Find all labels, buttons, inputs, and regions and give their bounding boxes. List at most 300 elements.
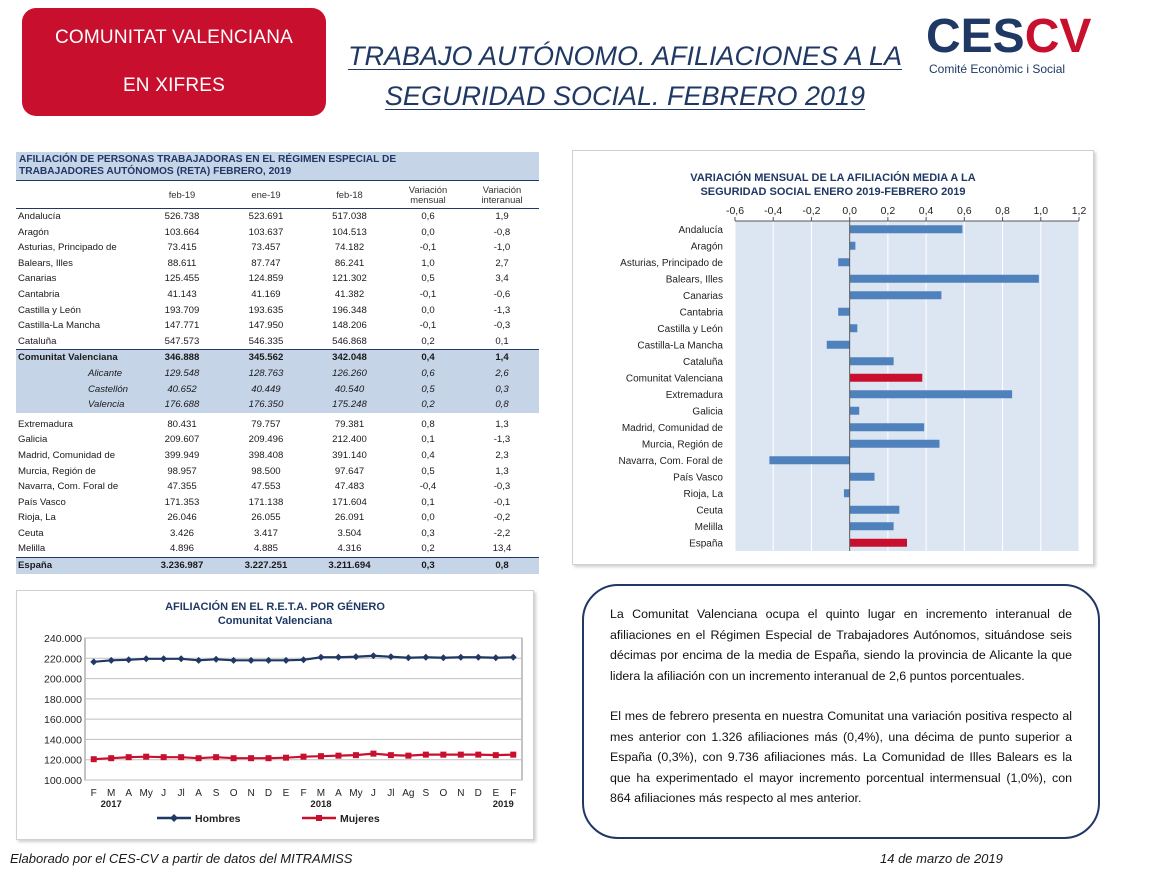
- table-cell-feb19: 88.611: [167, 257, 197, 269]
- line-x-tick-label: M: [316, 788, 326, 799]
- bar-axis-tick-label: 0,2: [880, 205, 896, 217]
- bar-category-label: Murcia, Región de: [641, 439, 723, 451]
- table-header-var-interanual: Variación interanual: [465, 181, 539, 209]
- table-cell-ene19: 176.350: [224, 397, 308, 413]
- table-cell-feb19: 209.607: [164, 434, 200, 446]
- table-cell-ene19: 345.562: [224, 350, 308, 366]
- line-chart-title: [17, 600, 533, 628]
- table-title-line1: AFILIACIÓN DE PERSONAS TRABAJADORAS EN EL RÉGIMEN ESPECIAL DE: [19, 154, 397, 165]
- reta-table-block: [16, 152, 539, 574]
- table-cell-ene19: 40.449: [224, 382, 308, 398]
- line-x-tick-label: D: [264, 788, 273, 799]
- table-cell-var-mensual: 0,4: [391, 350, 465, 366]
- table-cell-feb19: 193.709: [164, 304, 200, 316]
- bar-category-label: Castilla y León: [657, 323, 723, 335]
- table-cell-feb19: 346.888: [140, 350, 224, 366]
- table-cell-feb19: 98.957: [167, 465, 197, 477]
- table-title: [16, 152, 539, 180]
- line-point: [161, 754, 167, 760]
- table-cell-ene19: 79.757: [251, 418, 281, 430]
- table-cell-feb18: 40.540: [308, 382, 391, 398]
- reta-table: [16, 180, 539, 574]
- bar-mark: [850, 357, 894, 365]
- bar-mark: [844, 489, 850, 497]
- table-cell-feb18: 171.604: [332, 496, 367, 508]
- bar-category-label: Aragón: [690, 241, 723, 253]
- bar-mark: [850, 242, 856, 250]
- table-title-line2: TRABAJADORES AUTÓNOMOS (RETA) FEBRERO, 2019: [19, 166, 292, 177]
- table-row: [16, 350, 539, 366]
- table-header-var-mensual: Variación mensual: [391, 181, 465, 209]
- table-cell-feb18: 4.316: [337, 543, 362, 555]
- table-cell-feb18: 175.248: [308, 397, 391, 413]
- line-y-tick-label: 160.000: [44, 714, 82, 727]
- bar-axis-tick-label: 0,0: [842, 205, 857, 217]
- table-cell-ene19: 398.408: [248, 449, 284, 461]
- region-badge-line1: COMUNITAT VALENCIANA: [54, 27, 293, 48]
- table-cell-var-mensual: 0,2: [421, 335, 435, 347]
- table-cell-var-mensual: 0,1: [421, 496, 435, 508]
- table-cell-name: Castilla-La Mancha: [18, 320, 101, 332]
- table-cell-feb18: 517.038: [332, 211, 367, 222]
- table-cell-var-mensual: 0,5: [421, 273, 435, 285]
- bar-mark: [850, 225, 963, 233]
- table-cell-feb19: 47.355: [167, 481, 197, 493]
- table-cell-name: Extremadura: [18, 418, 73, 430]
- line-point: [126, 754, 132, 760]
- bar-category-label: Canarias: [682, 290, 723, 302]
- table-cell-var-mensual: -0,1: [419, 320, 437, 332]
- line-point: [475, 752, 481, 758]
- bar-mark: [850, 275, 1039, 283]
- table-cell-name: Alicante: [16, 366, 140, 382]
- table-cell-feb19: 4.896: [169, 543, 194, 555]
- line-chart-title-line2: Comunitat Valenciana: [217, 615, 333, 627]
- bar-axis-tick-label: 1,0: [1033, 205, 1049, 217]
- table-cell-var-mensual: 0,3: [391, 558, 465, 574]
- table-cell-name: Madrid, Comunidad de: [18, 449, 116, 461]
- bar-mark: [850, 407, 860, 415]
- line-point: [510, 752, 516, 758]
- table-cell-var-interanual: -0,2: [493, 512, 511, 524]
- bar-axis-tick-label: 1,2: [1071, 205, 1087, 217]
- table-cell-feb19: 547.573: [164, 335, 200, 347]
- bar-axis-tick-label: 0,4: [918, 205, 934, 217]
- line-x-tick-label: N: [247, 788, 255, 799]
- line-point: [353, 752, 359, 758]
- table-row: [16, 541, 539, 557]
- table-row: [16, 448, 539, 464]
- table-cell-name: Comunitat Valenciana: [16, 350, 140, 366]
- table-cell-feb18: 3.211.694: [308, 558, 391, 574]
- table-body: [16, 209, 539, 574]
- table-cell-feb18: 47.483: [334, 481, 365, 493]
- bar-mark: [850, 473, 875, 481]
- table-cell-name: Castellón: [16, 382, 140, 398]
- line-x-tick-label: F: [510, 788, 517, 799]
- bar-category-label: Ceuta: [696, 505, 723, 517]
- line-point: [213, 754, 219, 760]
- table-header-name: [16, 181, 140, 209]
- line-x-tick-label: S: [422, 788, 430, 799]
- line-x-tick-label: A: [195, 788, 202, 799]
- table-cell-var-mensual: -0,1: [419, 288, 437, 300]
- table-cell-ene19: 124.859: [248, 273, 284, 285]
- table-cell-var-mensual: 0,6: [391, 366, 465, 382]
- legend-swatch-marker: [170, 814, 178, 822]
- table-cell-ene19: 4.885: [253, 543, 278, 555]
- table-cell-var-interanual: 0,8: [465, 397, 539, 413]
- table-cell-name: País Vasco: [18, 496, 66, 508]
- line-x-tick-label: F: [90, 788, 97, 799]
- line-chart-svg: [17, 627, 533, 842]
- table-cell-var-mensual: 0,5: [391, 382, 465, 398]
- bar-mark: [850, 291, 942, 299]
- line-x-tick-label: E: [492, 788, 500, 799]
- table-cell-var-interanual: 2,7: [495, 257, 509, 269]
- line-x-tick-label: O: [439, 788, 448, 799]
- table-cell-feb18: 26.091: [334, 512, 365, 524]
- table-cell-var-interanual: 0,1: [495, 335, 509, 347]
- table-cell-var-mensual: 0,3: [421, 527, 435, 539]
- table-row: [16, 225, 539, 241]
- page-title-line1: TRABAJO AUTÓNOMO. AFILIACIONES A LA: [347, 41, 903, 71]
- table-cell-var-mensual: 0,4: [421, 449, 435, 461]
- table-cell-var-interanual: 1,3: [495, 418, 509, 430]
- table-cell-var-interanual: 1,4: [465, 350, 539, 366]
- line-year-label: 2017: [100, 799, 122, 810]
- page-title-line2: SEGURIDAD SOCIAL. FEBRERO 2019: [384, 81, 866, 111]
- table-cell-feb18: 121.302: [332, 273, 367, 285]
- line-x-tick-label: Jl: [387, 788, 395, 799]
- table-cell-name: Asturias, Principado de: [18, 242, 117, 254]
- table-cell-ene19: 147.950: [248, 320, 284, 332]
- table-row: [16, 510, 539, 526]
- table-row: [16, 432, 539, 448]
- table-cell-name: Melilla: [18, 543, 46, 555]
- bar-mark: [838, 258, 849, 266]
- table-cell-name: Rioja, La: [18, 512, 56, 524]
- table-cell-feb19: 80.431: [167, 418, 197, 430]
- table-cell-var-interanual: -0,1: [493, 496, 511, 508]
- line-x-tick-label: Jl: [177, 788, 185, 799]
- table-cell-var-mensual: -0,4: [419, 481, 437, 493]
- table-cell-var-interanual: -1,3: [493, 434, 511, 446]
- table-cell-var-interanual: 0,8: [465, 558, 539, 574]
- legend-label: Hombres: [195, 813, 241, 825]
- bar-category-label: Melilla: [694, 521, 723, 533]
- table-cell-feb19: 103.664: [164, 226, 200, 238]
- table-cell-var-interanual: 2,3: [495, 449, 509, 461]
- bar-category-label: Rioja, La: [683, 488, 723, 500]
- summary-text-box: [582, 584, 1100, 839]
- line-x-tick-label: J: [161, 788, 167, 799]
- table-cell-feb19: 129.548: [140, 366, 224, 382]
- table-cell-var-interanual: -0,6: [493, 288, 511, 300]
- bar-category-label: País Vasco: [673, 472, 723, 484]
- table-row: [16, 558, 539, 574]
- table-cell-feb19: 3.236.987: [140, 558, 224, 574]
- line-point: [440, 752, 446, 758]
- table-cell-var-mensual: 0,8: [421, 418, 435, 430]
- line-point: [248, 755, 254, 761]
- table-cell-name: Castilla y León: [18, 304, 81, 316]
- table-cell-var-mensual: 0,1: [421, 434, 435, 446]
- table-cell-var-interanual: 1,9: [495, 211, 509, 222]
- table-row: [16, 287, 539, 303]
- table-cell-ene19: 209.496: [248, 434, 284, 446]
- table-cell-feb19: 147.771: [164, 320, 200, 332]
- table-cell-name: Ceuta: [18, 527, 44, 539]
- line-chart-title-line1: AFILIACIÓN EN EL R.E.T.A. POR GÉNERO: [165, 601, 385, 613]
- line-point: [108, 755, 114, 761]
- table-row: [16, 382, 539, 398]
- table-cell-ene19: 73.457: [251, 242, 281, 254]
- table-cell-name: Aragón: [18, 226, 49, 238]
- table-cell-ene19: 128.763: [224, 366, 308, 382]
- line-point: [493, 752, 499, 758]
- line-point: [458, 752, 464, 758]
- line-x-tick-label: E: [282, 788, 290, 799]
- bar-axis-tick-label: 0,6: [957, 205, 972, 217]
- line-point: [335, 753, 341, 759]
- bar-mark: [850, 324, 858, 332]
- bar-mark: [850, 506, 900, 514]
- table-row: [16, 397, 539, 413]
- table-cell-feb18: 546.868: [332, 335, 367, 347]
- table-cell-ene19: 26.055: [251, 512, 281, 524]
- line-point: [178, 754, 184, 760]
- footer-source: Elaborado por el CES-CV a partir de datos del MITRAMISS: [10, 851, 353, 866]
- table-cell-var-mensual: 0,5: [421, 465, 435, 477]
- table-cell-feb19: 171.353: [164, 496, 200, 508]
- bar-mark: [850, 539, 907, 547]
- table-cell-name: Galicia: [18, 434, 48, 446]
- table-cell-var-interanual: -0,3: [493, 320, 511, 332]
- table-row: [16, 479, 539, 495]
- table-cell-ene19: 3.227.251: [224, 558, 308, 574]
- ces-cv-logo: [926, 12, 1096, 82]
- table-cell-feb18: 342.048: [308, 350, 391, 366]
- table-cell-feb19: 26.046: [167, 512, 197, 524]
- legend-swatch-marker: [316, 815, 322, 821]
- table-row: [16, 303, 539, 319]
- line-y-tick-label: 140.000: [44, 734, 82, 747]
- table-cell-var-interanual: -0,8: [493, 226, 511, 238]
- table-cell-name: Navarra, Com. Foral de: [18, 481, 119, 493]
- line-y-tick-label: 200.000: [44, 673, 82, 686]
- line-x-tick-label: J: [370, 788, 376, 799]
- table-row: [16, 209, 539, 225]
- table-row: [16, 334, 539, 350]
- line-x-tick-label: N: [457, 788, 465, 799]
- table-cell-feb18: 3.504: [337, 527, 362, 539]
- table-cell-ene19: 98.500: [251, 465, 281, 477]
- bar-category-label: Navarra, Com. Foral de: [618, 455, 723, 467]
- page-title: [330, 36, 920, 116]
- bar-category-label: Castilla-La Mancha: [637, 340, 723, 352]
- bar-plot-area: [735, 221, 1079, 551]
- bar-mark: [850, 522, 894, 530]
- table-cell-var-interanual: 0,3: [465, 382, 539, 398]
- table-cell-ene19: 3.417: [253, 527, 278, 539]
- table-cell-feb18: 391.140: [332, 449, 367, 461]
- bar-axis-tick-label: -0,2: [802, 205, 821, 217]
- region-badge-line2: EN XIFRES: [122, 75, 226, 96]
- legend-label: Mujeres: [340, 813, 380, 825]
- bar-chart-title: [573, 171, 1093, 199]
- table-cell-ene19: 47.553: [251, 481, 281, 493]
- table-row: [16, 256, 539, 272]
- table-row: [16, 318, 539, 334]
- line-point: [196, 755, 202, 761]
- bar-mark: [850, 374, 923, 382]
- bar-axis-tick-label: 0,8: [995, 205, 1010, 217]
- table-cell-feb18: 104.513: [332, 226, 367, 238]
- table-header-feb19: feb-19: [140, 181, 224, 209]
- bar-chart-title-line2: SEGURIDAD SOCIAL ENERO 2019-FEBRERO 2019: [700, 186, 966, 198]
- table-cell-var-interanual: -1,3: [493, 304, 511, 316]
- table-cell-var-mensual: 0,6: [421, 211, 435, 222]
- table-header-row: [16, 181, 539, 209]
- table-cell-ene19: 171.138: [248, 496, 284, 508]
- line-point: [283, 755, 289, 761]
- table-cell-feb19: 125.455: [164, 273, 200, 285]
- table-cell-feb18: 212.400: [332, 434, 367, 446]
- table-row: [16, 526, 539, 542]
- table-cell-feb18: 148.206: [332, 320, 367, 332]
- line-point: [91, 756, 97, 762]
- line-x-tick-label: F: [300, 788, 307, 799]
- line-x-tick-label: My: [349, 788, 363, 799]
- bar-chart-svg: [573, 199, 1093, 569]
- table-cell-var-mensual: 0,2: [421, 543, 435, 555]
- table-cell-var-interanual: -1,0: [493, 242, 511, 254]
- line-year-label: 2018: [310, 799, 332, 810]
- table-cell-feb19: 40.652: [140, 382, 224, 398]
- summary-paragraph-1: La Comunitat Valenciana ocupa el quinto lugar en incremento interanual de afiliaciones en el Régimen Especial de Trabajadores Autónomos, situándose seis décimas por encima de la media de España, siendo la provincia de Alicante la que lidera la afiliación con un incremento interanual de 2,6 puntos porcentuales.: [610, 607, 1072, 683]
- line-y-tick-label: 220.000: [44, 653, 82, 666]
- line-point: [231, 755, 237, 761]
- line-x-tick-label: O: [229, 788, 238, 799]
- table-cell-feb19: 526.738: [164, 211, 200, 222]
- bar-mark: [850, 390, 1012, 398]
- table-cell-var-interanual: -2,2: [493, 527, 511, 539]
- line-x-tick-label: My: [139, 788, 153, 799]
- monthly-variation-chart: [572, 150, 1094, 565]
- bar-axis-tick-label: -0,4: [764, 205, 783, 217]
- table-cell-name: Valencia: [16, 397, 140, 413]
- line-point: [301, 754, 307, 760]
- table-cell-var-interanual: 2,6: [465, 366, 539, 382]
- table-cell-feb18: 97.647: [334, 465, 365, 477]
- table-cell-feb18: 79.381: [334, 418, 365, 430]
- bar-mark: [838, 308, 849, 316]
- table-row: [16, 495, 539, 511]
- table-cell-feb19: 3.426: [169, 527, 194, 539]
- table-cell-ene19: 103.637: [248, 226, 284, 238]
- bar-chart-title-line1: VARIACIÓN MENSUAL DE LA AFILIACIÓN MEDIA A LA: [690, 172, 976, 184]
- table-row: [16, 240, 539, 256]
- bar-mark: [850, 440, 940, 448]
- line-y-tick-label: 120.000: [44, 754, 82, 767]
- line-point: [266, 755, 272, 761]
- table-cell-feb18: 196.348: [332, 304, 367, 316]
- table-cell-var-interanual: 3,4: [495, 273, 509, 285]
- table-header-feb18: feb-18: [308, 181, 391, 209]
- line-y-tick-label: 180.000: [44, 693, 82, 706]
- bar-category-label: Asturias, Principado de: [620, 257, 723, 269]
- table-cell-ene19: 87.747: [251, 257, 281, 269]
- table-row: [16, 417, 539, 433]
- line-y-tick-label: 100.000: [44, 775, 82, 787]
- line-x-tick-label: S: [212, 788, 220, 799]
- footer-date: 14 de marzo de 2019: [880, 851, 1003, 866]
- line-point: [318, 753, 324, 759]
- table-cell-var-mensual: 0,0: [421, 226, 435, 238]
- table-cell-name: Cantabria: [18, 288, 60, 300]
- bar-mark: [769, 456, 849, 464]
- bar-mark: [850, 423, 925, 431]
- table-cell-feb19: 73.415: [167, 242, 197, 254]
- table-cell-feb19: 176.688: [140, 397, 224, 413]
- table-cell-name: Andalucía: [18, 211, 61, 222]
- table-cell-var-mensual: 0,0: [421, 304, 435, 316]
- table-cell-ene19: 523.691: [248, 211, 284, 222]
- summary-paragraph-2: El mes de febrero presenta en nuestra Comunitat una variación positiva respecto al mes anterior con 1.326 afiliaciones más (0,4%), una décima de punto superior a España (0,3%), con 9.736 afiliaciones más. La Comunidad de Illes Balears es la que ha experimentado el mayor incremento porcentual intermensual (1,0%), con 864 afiliaciones más respecto al mes anterior.: [610, 709, 1072, 805]
- line-y-tick-label: 240.000: [44, 633, 82, 645]
- line-point: [423, 752, 429, 758]
- table-cell-var-mensual: 0,0: [421, 512, 435, 524]
- table-row: [16, 464, 539, 480]
- table-row: [16, 271, 539, 287]
- table-cell-feb19: 41.143: [167, 288, 197, 300]
- line-point: [388, 752, 394, 758]
- logo-ces-text: CES: [926, 10, 1025, 63]
- table-cell-var-interanual: -0,3: [493, 481, 511, 493]
- bar-category-label: Cantabria: [679, 307, 723, 319]
- table-cell-name: Balears, Illes: [18, 257, 73, 269]
- line-x-tick-label: A: [125, 788, 133, 799]
- bar-category-label: Comunitat Valenciana: [625, 373, 723, 385]
- region-badge: [22, 8, 326, 116]
- bar-axis-tick-label: -0,6: [725, 205, 745, 217]
- bar-category-label: Andalucía: [678, 224, 723, 236]
- table-cell-ene19: 193.635: [248, 304, 284, 316]
- line-x-tick-label: M: [107, 788, 116, 799]
- logo-cv-text: CV: [1024, 10, 1092, 63]
- bar-mark: [827, 341, 850, 349]
- table-cell-var-interanual: 13,4: [492, 543, 512, 555]
- table-cell-feb18: 86.241: [334, 257, 365, 269]
- table-cell-name: Canarias: [18, 273, 57, 285]
- table-cell-var-mensual: 0,2: [391, 397, 465, 413]
- bar-category-label: Balears, Illes: [665, 274, 723, 286]
- bar-category-label: España: [689, 538, 723, 550]
- table-cell-var-mensual: -0,1: [419, 242, 437, 254]
- table-cell-feb19: 399.949: [164, 449, 200, 461]
- line-point: [143, 754, 149, 760]
- table-cell-var-mensual: 1,0: [421, 257, 435, 269]
- line-x-tick-label: D: [474, 788, 482, 799]
- table-cell-name: Cataluña: [18, 335, 57, 347]
- line-point: [405, 753, 411, 759]
- gender-affiliation-chart: [16, 590, 534, 840]
- table-cell-name: Murcia, Región de: [18, 465, 96, 477]
- line-year-label: 2019: [492, 799, 514, 810]
- table-cell-ene19: 41.169: [251, 288, 281, 300]
- line-x-tick-label: Ag: [402, 788, 415, 799]
